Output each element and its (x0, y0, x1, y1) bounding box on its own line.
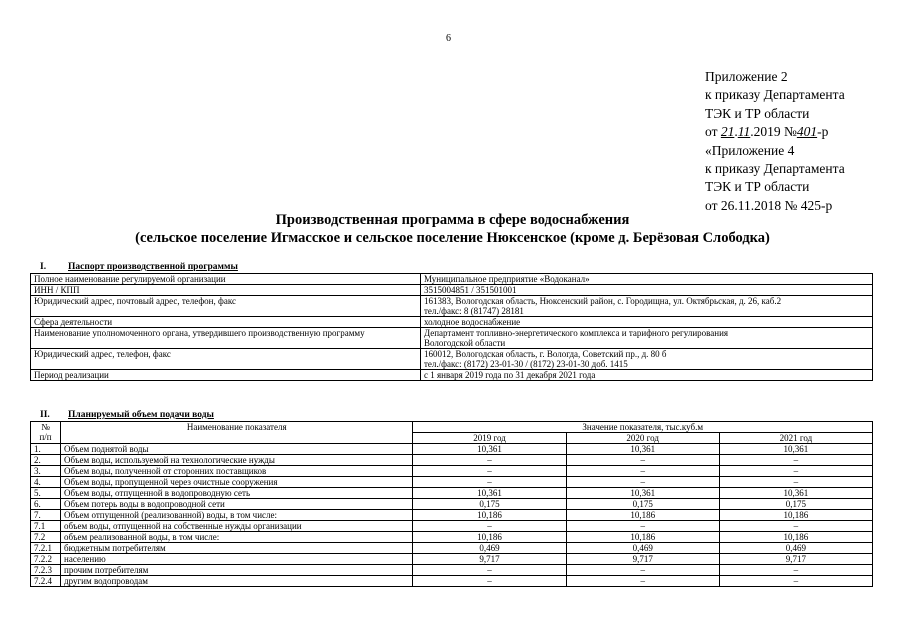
passport-value-line: Вологодской области (424, 338, 506, 348)
row-value: – (413, 466, 566, 477)
passport-value-line: Муниципальное предприятие «Водоканал» (424, 274, 590, 284)
year-header: 2021 год (719, 433, 872, 444)
date-sep: . (734, 124, 738, 140)
row-name: Объем потерь воды в водопроводной сети (61, 499, 413, 510)
passport-value (421, 285, 873, 296)
col-values-header: Значение показателя, тыс.куб.м (413, 422, 873, 433)
table-row (31, 510, 873, 521)
table-header-row (31, 422, 873, 433)
passport-value (421, 317, 873, 328)
row-value: – (566, 521, 719, 532)
row-name: Объем поднятой воды (61, 444, 413, 455)
row-value: 10,361 (566, 488, 719, 499)
appendix-line: ТЭК и ТР области (705, 179, 810, 195)
row-name: прочим потребителям (61, 565, 413, 576)
appendix-line: к приказу Департамента (705, 161, 845, 177)
row-number: 7.2 (31, 532, 61, 543)
table-row (31, 499, 873, 510)
table-row (31, 576, 873, 587)
row-number: 7. (31, 510, 61, 521)
passport-label: Период реализации (31, 370, 421, 381)
row-value: 10,361 (566, 444, 719, 455)
table-row (31, 532, 873, 543)
table-row (31, 444, 873, 455)
passport-value (421, 274, 873, 285)
year-header: 2020 год (566, 433, 719, 444)
section-heading (40, 410, 214, 420)
table-row (31, 543, 873, 554)
section-number: II. (40, 410, 50, 420)
row-value: – (413, 576, 566, 587)
appendix-line: «Приложение 4 (705, 142, 795, 158)
row-name: Объем воды, отпущенной в водопроводную сеть (61, 488, 413, 499)
table-row (31, 296, 873, 317)
col-num-label: № (41, 422, 50, 432)
row-value: 10,361 (413, 488, 566, 499)
row-value: 10,186 (413, 532, 566, 543)
page-number: 6 (446, 33, 451, 44)
row-value: – (413, 455, 566, 466)
passport-value-line: тел./факс: 8 (81747) 28181 (424, 306, 524, 316)
row-value: 9,717 (566, 554, 719, 565)
row-name: другим водопроводам (61, 576, 413, 587)
section-label: Паспорт производственной программы (68, 262, 238, 272)
row-value: – (413, 477, 566, 488)
appendix-block (705, 68, 845, 215)
appendix-line: Приложение 2 (705, 69, 788, 84)
appendix-line: к приказу Департамента (705, 87, 845, 103)
passport-value-line: 160012, Вологодская область, г. Вологда, Советский пр., д. 80 б (424, 349, 667, 359)
year-header: 2019 год (413, 433, 566, 444)
table-row (31, 274, 873, 285)
row-value: 10,186 (719, 532, 872, 543)
row-value: 10,361 (719, 488, 872, 499)
handwritten-month: 11 (737, 124, 751, 140)
table-row (31, 328, 873, 349)
appendix-date-line (705, 123, 845, 141)
col-num-header (31, 422, 61, 444)
row-value: 10,186 (719, 510, 872, 521)
row-value: 9,717 (719, 554, 872, 565)
row-value: 10,361 (413, 444, 566, 455)
passport-label: Сфера деятельности (31, 317, 421, 328)
table-row (31, 455, 873, 466)
row-name: Объем воды, полученной от сторонних поставщиков (61, 466, 413, 477)
row-number: 2. (31, 455, 61, 466)
row-value: – (566, 466, 719, 477)
row-value: 10,361 (719, 444, 872, 455)
row-name: объем реализованной воды, в том числе: (61, 532, 413, 543)
table-row (31, 466, 873, 477)
table-row (31, 349, 873, 370)
row-value: – (719, 477, 872, 488)
row-name: Объем воды, пропущенной через очистные сооружения (61, 477, 413, 488)
row-number: 7.2.3 (31, 565, 61, 576)
row-value: 0,175 (413, 499, 566, 510)
passport-label: Наименование уполномоченного органа, утвердившего производственную программу (31, 328, 421, 349)
row-number: 4. (31, 477, 61, 488)
row-value: – (719, 576, 872, 587)
row-value: – (719, 466, 872, 477)
row-name: объем воды, отпущенной на собственные нужды организации (61, 521, 413, 532)
col-num-label2: п/п (39, 432, 52, 442)
date-year: .2019 № (750, 124, 797, 140)
row-value: – (719, 521, 872, 532)
document-title: Производственная программа в сфере водоснабжения (275, 212, 630, 228)
section-number: I. (40, 262, 47, 272)
row-number: 7.2.2 (31, 554, 61, 565)
col-name-header: Наименование показателя (61, 422, 413, 444)
passport-table (30, 273, 873, 381)
row-value: 0,175 (719, 499, 872, 510)
row-value: 0,469 (413, 543, 566, 554)
row-name: населению (61, 554, 413, 565)
row-value: 0,469 (719, 543, 872, 554)
passport-value-line: 161383, Вологодская область, Нюксенский район, с. Городищна, ул. Октябрьская, д. 26, каб.2 (424, 296, 782, 306)
row-name: Объем отпущенной (реализованной) воды, в том числе: (61, 510, 413, 521)
table-row (31, 477, 873, 488)
row-name: Объем воды, используемой на технологические нужды (61, 455, 413, 466)
handwritten-day: 21 (720, 124, 735, 140)
date-prefix: от (705, 124, 718, 140)
row-value: 10,186 (413, 510, 566, 521)
passport-value (421, 370, 873, 381)
row-value: 9,717 (413, 554, 566, 565)
appendix-line: от 26.11.2018 № 425-р (705, 197, 833, 213)
row-number: 6. (31, 499, 61, 510)
row-number: 7.1 (31, 521, 61, 532)
table-row (31, 488, 873, 499)
document-subtitle: (сельское поселение Игмасское и сельское поселение Нюксенское (кроме д. Берёзовая Слободка) (135, 230, 770, 246)
row-value: – (566, 477, 719, 488)
row-number: 1. (31, 444, 61, 455)
table-row (31, 554, 873, 565)
handwritten-order-number: 401 (796, 124, 818, 140)
table-row (31, 285, 873, 296)
row-value: – (413, 565, 566, 576)
passport-label: Полное наименование регулируемой организации (31, 274, 421, 285)
section-label: Планируемый объем подачи воды (68, 410, 214, 420)
row-value: 0,175 (566, 499, 719, 510)
date-suffix: -р (817, 124, 829, 140)
passport-value-line: 3515004851 / 351501001 (424, 285, 517, 295)
passport-value (421, 328, 873, 349)
row-value: – (566, 576, 719, 587)
passport-label: Юридический адрес, почтовый адрес, телефон, факс (31, 296, 421, 317)
passport-label: Юридический адрес, телефон, факс (31, 349, 421, 370)
passport-value (421, 349, 873, 370)
row-value: – (413, 521, 566, 532)
passport-value-line: с 1 января 2019 года по 31 декабря 2021 года (424, 370, 596, 380)
table-row (31, 521, 873, 532)
passport-value-line: тел./факс: (8172) 23-01-30 / (8172) 23-01-30 доб. 1415 (424, 359, 628, 369)
passport-value-line: холодное водоснабжение (424, 317, 521, 327)
appendix-line: ТЭК и ТР области (705, 105, 810, 121)
row-name: бюджетным потребителям (61, 543, 413, 554)
row-value: – (566, 565, 719, 576)
table-row (31, 370, 873, 381)
row-value: – (719, 565, 872, 576)
row-value: 10,186 (566, 510, 719, 521)
table-row (31, 565, 873, 576)
passport-value-line: Департамент топливно-энергетического комплекса и тарифного регулирования (424, 328, 729, 338)
row-value: 10,186 (566, 532, 719, 543)
volume-table (30, 421, 873, 587)
row-number: 7.2.1 (31, 543, 61, 554)
row-number: 5. (31, 488, 61, 499)
table-row (31, 317, 873, 328)
passport-label: ИНН / КПП (31, 285, 421, 296)
row-number: 7.2.4 (31, 576, 61, 587)
row-value: – (719, 455, 872, 466)
passport-value (421, 296, 873, 317)
row-value: – (566, 455, 719, 466)
row-number: 3. (31, 466, 61, 477)
row-value: 0,469 (566, 543, 719, 554)
section-heading (40, 262, 238, 272)
